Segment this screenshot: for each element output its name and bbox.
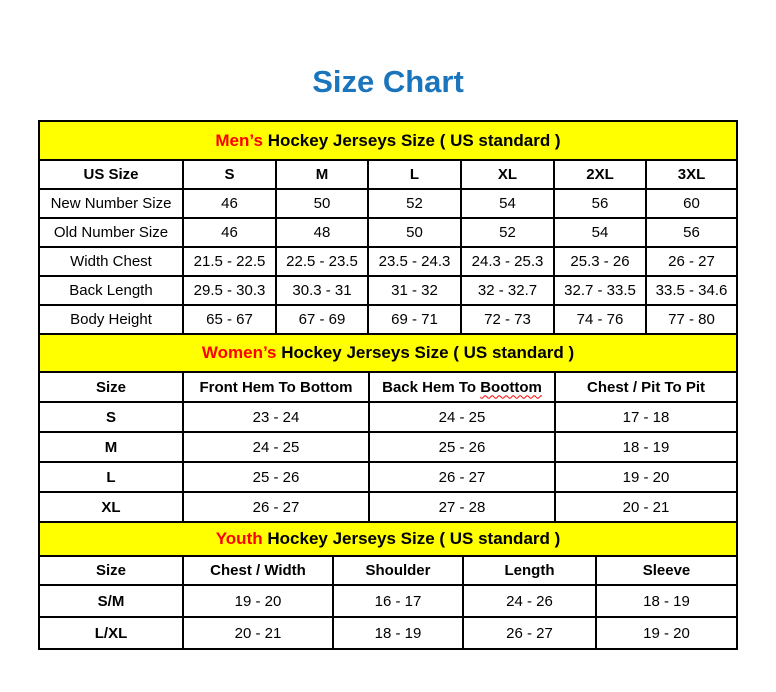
- row-label-cell: New Number Size: [39, 189, 183, 218]
- youth-column-header-row: [39, 556, 737, 585]
- value-cell: 24 - 25: [369, 402, 555, 432]
- column-header-cell: 3XL: [646, 160, 737, 189]
- page-title: Size Chart: [312, 64, 464, 99]
- value-cell: 23.5 - 24.3: [368, 247, 461, 276]
- value-cell: 20 - 21: [183, 617, 333, 649]
- row-label-cell: M: [39, 432, 183, 462]
- row-label-cell: L: [39, 462, 183, 492]
- misspelled-word: Boottom: [480, 378, 542, 396]
- table-row: [39, 189, 737, 218]
- table-row: [39, 617, 737, 649]
- value-cell: 18 - 19: [333, 617, 463, 649]
- value-cell: 48: [276, 218, 368, 247]
- column-header-cell: L: [368, 160, 461, 189]
- column-header-cell: Shoulder: [333, 556, 463, 585]
- banner-text: Hockey Jerseys Size ( US standard ): [267, 130, 561, 150]
- column-header-cell: Size: [39, 556, 183, 585]
- value-cell: 24 - 25: [183, 432, 369, 462]
- column-header-cell: Sleeve: [596, 556, 737, 585]
- value-cell: 22.5 - 23.5: [276, 247, 368, 276]
- banner-highlight: Men’s: [215, 130, 263, 150]
- value-cell: 77 - 80: [646, 305, 737, 334]
- banner-cell: [39, 334, 737, 372]
- mens-table-banner: [39, 121, 737, 160]
- value-cell: 18 - 19: [596, 585, 737, 617]
- value-cell: 46: [183, 218, 276, 247]
- value-cell: 52: [461, 218, 554, 247]
- value-cell: 26 - 27: [463, 617, 596, 649]
- value-cell: 50: [276, 189, 368, 218]
- table-row: [39, 492, 737, 522]
- value-cell: 26 - 27: [369, 462, 555, 492]
- value-cell: 21.5 - 22.5: [183, 247, 276, 276]
- value-cell: 17 - 18: [555, 402, 737, 432]
- banner-highlight: Youth: [215, 529, 263, 548]
- banner-highlight: Women’s: [201, 343, 277, 362]
- value-cell: 16 - 17: [333, 585, 463, 617]
- column-header-cell: Chest / Pit To Pit: [555, 372, 737, 402]
- womens-column-header-row: [39, 372, 737, 402]
- youth-table-banner: [39, 522, 737, 556]
- value-cell: 65 - 67: [183, 305, 276, 334]
- table-row: [39, 276, 737, 305]
- table-row: [39, 462, 737, 492]
- table-row: [39, 432, 737, 462]
- column-header-cell: 2XL: [554, 160, 646, 189]
- value-cell: 74 - 76: [554, 305, 646, 334]
- value-cell: 52: [368, 189, 461, 218]
- value-cell: 25 - 26: [369, 432, 555, 462]
- value-cell: 31 - 32: [368, 276, 461, 305]
- size-chart-tables: [38, 120, 736, 650]
- value-cell: 18 - 19: [555, 432, 737, 462]
- womens-table-banner: [39, 334, 737, 372]
- column-header-cell: S: [183, 160, 276, 189]
- value-cell: 23 - 24: [183, 402, 369, 432]
- banner-cell: [39, 121, 737, 160]
- value-cell: 27 - 28: [369, 492, 555, 522]
- value-cell: 30.3 - 31: [276, 276, 368, 305]
- column-header-cell: Length: [463, 556, 596, 585]
- value-cell: 24.3 - 25.3: [461, 247, 554, 276]
- mens-column-header-row: [39, 160, 737, 189]
- youth-size-table: [38, 521, 738, 650]
- value-cell: 32 - 32.7: [461, 276, 554, 305]
- row-label-cell: S: [39, 402, 183, 432]
- row-label-cell: Body Height: [39, 305, 183, 334]
- value-cell: 69 - 71: [368, 305, 461, 334]
- table-row: [39, 247, 737, 276]
- row-label-cell: L/XL: [39, 617, 183, 649]
- value-cell: 24 - 26: [463, 585, 596, 617]
- value-cell: 26 - 27: [646, 247, 737, 276]
- banner-text: Hockey Jerseys Size ( US standard ): [267, 529, 561, 548]
- table-row: [39, 585, 737, 617]
- table-row: [39, 305, 737, 334]
- table-row: [39, 402, 737, 432]
- value-cell: 29.5 - 30.3: [183, 276, 276, 305]
- value-cell: 56: [554, 189, 646, 218]
- value-cell: 67 - 69: [276, 305, 368, 334]
- row-label-cell: Width Chest: [39, 247, 183, 276]
- value-cell: 33.5 - 34.6: [646, 276, 737, 305]
- value-cell: 25 - 26: [183, 462, 369, 492]
- column-header-cell: XL: [461, 160, 554, 189]
- row-label-cell: Old Number Size: [39, 218, 183, 247]
- value-cell: 19 - 20: [555, 462, 737, 492]
- row-label-cell: S/M: [39, 585, 183, 617]
- column-header-cell: Size: [39, 372, 183, 402]
- value-cell: 56: [646, 218, 737, 247]
- mens-size-table: [38, 120, 738, 335]
- value-cell: 20 - 21: [555, 492, 737, 522]
- value-cell: 19 - 20: [183, 585, 333, 617]
- row-label-cell: Back Length: [39, 276, 183, 305]
- column-header-cell: Back Hem To Boottom: [369, 372, 555, 402]
- value-cell: 25.3 - 26: [554, 247, 646, 276]
- column-header-cell: Front Hem To Bottom: [183, 372, 369, 402]
- row-label-cell: XL: [39, 492, 183, 522]
- banner-cell: [39, 522, 737, 556]
- value-cell: 60: [646, 189, 737, 218]
- value-cell: 32.7 - 33.5: [554, 276, 646, 305]
- column-header-cell: Chest / Width: [183, 556, 333, 585]
- value-cell: 54: [461, 189, 554, 218]
- banner-text: Hockey Jerseys Size ( US standard ): [281, 343, 575, 362]
- value-cell: 54: [554, 218, 646, 247]
- womens-size-table: [38, 333, 738, 523]
- value-cell: 19 - 20: [596, 617, 737, 649]
- value-cell: 46: [183, 189, 276, 218]
- value-cell: 50: [368, 218, 461, 247]
- column-header-cell: M: [276, 160, 368, 189]
- value-cell: 72 - 73: [461, 305, 554, 334]
- table-row: [39, 218, 737, 247]
- column-header-cell: US Size: [39, 160, 183, 189]
- value-cell: 26 - 27: [183, 492, 369, 522]
